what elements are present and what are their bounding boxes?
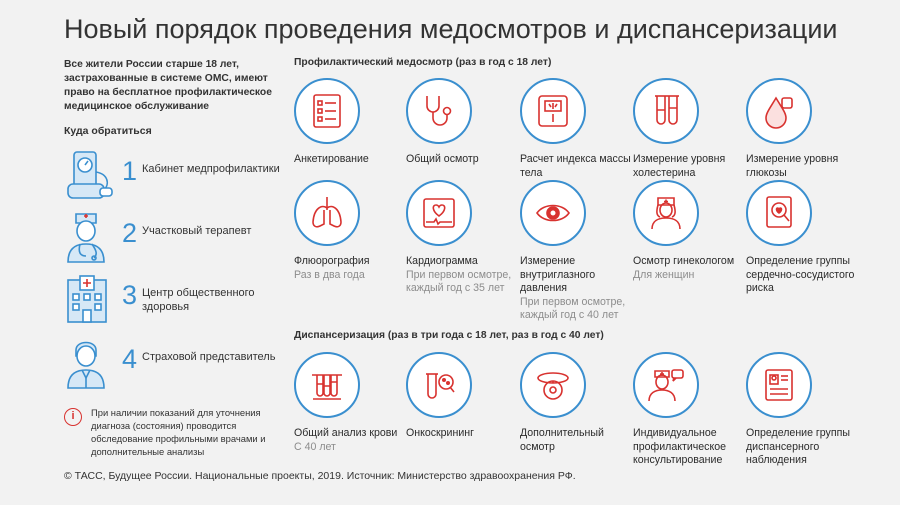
dispensary-item [294,352,412,454]
where-num: 1 [122,156,138,186]
item-label: Дополнительный осмотр [520,427,604,453]
item-label: Онкоскрининг [406,427,474,439]
where-num: 3 [122,280,138,310]
item-label: Общий анализ крови [294,427,398,439]
where-num: 4 [122,344,138,374]
consulting-doctor-icon [647,366,685,404]
item-label: Определение группы сердечно-сосудистого риска [746,255,855,294]
item-sub: При первом осмотре, каждый год с 35 лет [406,268,512,294]
lungs-icon [308,194,346,232]
test-tubes-icon [647,92,685,130]
doctor-icon [64,210,116,270]
where-label: Кабинет медпрофилактики [142,163,280,175]
dispensary-item [520,352,638,454]
checkup-item [746,180,864,296]
dispensary-item [746,352,864,468]
item-label: Измерение уровня глюкозы [746,153,839,179]
intro-text: Все жители России старше 18 лет, застрахованные в системе ОМС, имеют право на бесплатное профилактическое медицинское обслуживание [64,59,272,112]
item-label: Определение группы диспансерного наблюдения [746,427,850,466]
item-label: Общий осмотр [406,153,479,165]
item-label: Индивидуальное профилактическое консультирование [633,427,726,466]
gynecologist-icon [647,194,685,232]
questionnaire-icon [308,92,346,130]
item-label: Расчет индекса массы тела [520,153,631,179]
info-icon: i [64,408,82,426]
where-item-1 [64,148,279,208]
item-label: Кардиограмма [406,255,478,267]
eye-icon [534,194,572,232]
checkup-item [520,78,638,180]
checkup-item [294,78,412,167]
item-label: Осмотр гинекологом [633,255,735,267]
insurance-agent-icon [64,336,116,396]
item-sub: При первом осмотре, каждый год с 40 лет [520,295,626,321]
checkup-item [746,78,864,180]
blood-drop-icon [760,92,798,130]
hospital-building-icon [64,272,116,332]
blood-pressure-icon [64,148,116,208]
checkup-item [406,78,524,167]
item-sub: С 40 лет [294,440,336,453]
where-item-3 [64,272,279,332]
checkup-item [520,180,638,323]
dispensary-item [406,352,524,441]
scales-icon [534,92,572,130]
where-num: 2 [122,218,138,248]
medical-card-icon [760,366,798,404]
footer-source: © ТАСС, Будущее России. Национальные проекты, 2019. Источник: Министерство здравоохранения РФ. [64,470,576,482]
heart-search-icon [760,194,798,232]
item-label: Измерение внутриглазного давления [520,255,596,294]
item-label: Измерение уровня холестерина [633,153,726,179]
where-label: Участковый терапевт [142,225,252,237]
cancer-screening-icon [420,366,458,404]
blood-test-icon [308,366,346,404]
where-item-2 [64,210,279,270]
checkup-item [633,180,751,282]
item-label: Флюорография [294,255,370,267]
checkup-item [406,180,524,296]
where-title: Куда обратиться [64,125,152,137]
note-text: При наличии показаний для уточнения диагноза (состояния) проводится обследование профильными врачами и дополнительные анализы [91,407,266,457]
where-label: Центр общественного здоровья [142,287,255,313]
dispensary-title: Диспансеризация (раз в три года с 18 лет, раз в год с 40 лет) [294,330,604,341]
dispensary-item [633,352,751,468]
where-item-4 [64,336,279,396]
page-title: Новый порядок проведения медосмотров и диспансеризации [64,14,838,44]
item-sub: Раз в два года [294,268,365,281]
item-sub: Для женщин [633,268,695,281]
where-label: Страховой представитель [142,351,276,363]
checkup-title: Профилактический медосмотр (раз в год с 18 лет) [294,57,552,68]
cardiogram-icon [420,194,458,232]
stethoscope-icon [420,92,458,130]
item-label: Анкетирование [294,153,369,165]
checkup-item [633,78,751,180]
head-mirror-icon [534,366,572,404]
checkup-item [294,180,412,282]
